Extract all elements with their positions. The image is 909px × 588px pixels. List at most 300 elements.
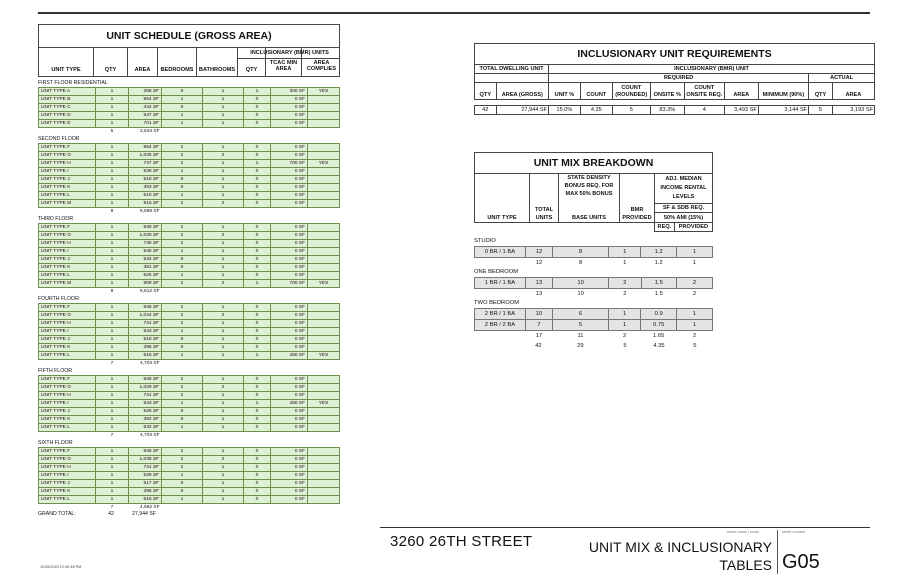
table-cell: 1 (162, 352, 203, 360)
table-cell: UNIT TYPE G (39, 232, 96, 240)
mix-subtotal-row (475, 331, 713, 342)
mix-hdr-total: TOTAL UNITS (534, 207, 554, 221)
table-cell: 0 SF (271, 144, 308, 152)
table-cell: 538 SF (129, 168, 162, 176)
actual-header: ACTUAL (809, 74, 875, 83)
table-cell: 0 SF (271, 496, 308, 504)
table-cell: 2 (203, 152, 244, 160)
mix-group-table (474, 277, 713, 299)
table-cell: 1 (96, 224, 129, 232)
table-cell: 1 (203, 240, 244, 248)
table-cell: 1 (96, 352, 129, 360)
table-cell: 0 (244, 408, 271, 416)
requirements-values (474, 105, 875, 115)
table-cell (308, 232, 340, 240)
table-cell: 0 (244, 168, 271, 176)
table-cell: 0 (244, 144, 271, 152)
table-row (39, 320, 340, 328)
table-cell: 0 (244, 376, 271, 384)
table-row (39, 200, 340, 208)
table-cell: 2 (162, 376, 203, 384)
mix-subtotal-cell: 1.2 (654, 260, 663, 266)
table-cell (308, 304, 340, 312)
table-cell: 1 (244, 352, 271, 360)
table-cell: 0 (162, 336, 203, 344)
table-cell: 2 (162, 384, 203, 392)
mix-hdr-req: REQ. (655, 223, 675, 232)
table-row (39, 184, 340, 192)
table-cell: 0 SF (271, 192, 308, 200)
bmr-header: INCLUSIONARY (BMR) UNITS (250, 50, 329, 56)
empty-cell (39, 432, 96, 440)
table-cell: 2 (203, 280, 244, 288)
mix-group-label: TWO BEDROOM (474, 300, 520, 306)
table-cell: 1,038 SF (129, 456, 162, 464)
table-cell: UNIT TYPE K (39, 264, 96, 272)
table-cell: 741 SF (129, 464, 162, 472)
table-cell: 0 (244, 264, 271, 272)
empty-cell (203, 208, 244, 216)
table-cell: 2 (203, 200, 244, 208)
empty-cell (244, 208, 271, 216)
table-cell: UNIT TYPE L (39, 424, 96, 432)
req-col-header: MINIMUM (90%) (758, 83, 808, 100)
table-cell: 0 (244, 304, 271, 312)
table-cell: 1 (162, 112, 203, 120)
table-cell (308, 488, 340, 496)
floor-label: FIFTH FLOOR (38, 368, 73, 374)
table-cell: 0 (244, 272, 271, 280)
mix-cell: 10 (525, 309, 552, 320)
mix-row (475, 320, 713, 331)
req-col-header: QTY (809, 83, 833, 100)
table-cell: 1 (203, 248, 244, 256)
empty-cell (308, 288, 340, 296)
floor-table (38, 447, 340, 511)
sheet-name-line-1: UNIT MIX & INCLUSIONARY (588, 539, 772, 555)
mix-cell: 1 (676, 247, 712, 258)
empty-cell (162, 288, 203, 296)
table-cell: 381 SF (129, 264, 162, 272)
table-cell: 0 SF (271, 256, 308, 264)
table-row (39, 104, 340, 112)
table-cell: 1 (203, 104, 244, 112)
empty-cell (475, 331, 526, 342)
subtotal-row (39, 288, 340, 296)
table-cell: 0 SF (271, 344, 308, 352)
sheet-name (587, 539, 772, 573)
table-cell: 1 (96, 376, 129, 384)
floor-table (38, 303, 340, 367)
table-cell: 0 (244, 256, 271, 264)
empty-cell (39, 208, 96, 216)
empty-cell (271, 208, 308, 216)
table-row (39, 416, 340, 424)
table-cell: 0 (244, 384, 271, 392)
table-cell: 1 (96, 392, 129, 400)
table-cell (308, 152, 340, 160)
schedule-body (38, 80, 340, 511)
grand-total-area: 27,944 SF (132, 511, 156, 517)
table-row (39, 264, 340, 272)
table-cell: 854 SF (129, 144, 162, 152)
mix-cell: 6 (553, 309, 609, 320)
hdr-bathrooms: BATHROOMS (198, 67, 236, 73)
grand-total (38, 511, 340, 517)
req-col-header: COUNT (ROUNDED) (612, 83, 650, 100)
table-cell (308, 248, 340, 256)
table-cell: 2 (162, 200, 203, 208)
table-cell: UNIT TYPE K (39, 344, 96, 352)
table-cell: 0 (244, 96, 271, 104)
empty-cell (39, 504, 96, 512)
mix-group-table (474, 246, 713, 268)
table-cell: 741 SF (129, 392, 162, 400)
empty-cell (162, 432, 203, 440)
table-cell: 1,029 SF (129, 384, 162, 392)
table-cell: 0 (244, 424, 271, 432)
table-cell: 0 SF (271, 336, 308, 344)
table-cell (308, 480, 340, 488)
table-cell: 1 (203, 272, 244, 280)
req-value: 3,193 SF (832, 106, 874, 115)
empty-cell (162, 504, 203, 512)
table-cell: 0 SF (271, 104, 308, 112)
table-cell: 0 SF (271, 392, 308, 400)
table-cell: 2 (162, 144, 203, 152)
mix-cell: 2 BR / 1 BA (475, 309, 526, 320)
mix-cell: 10 (553, 278, 609, 289)
table-cell: 0 SF (271, 200, 308, 208)
table-cell: 1 (162, 400, 203, 408)
table-row (39, 336, 340, 344)
table-cell: 2 (162, 448, 203, 456)
table-row (39, 112, 340, 120)
table-cell: 0 (244, 112, 271, 120)
table-row (39, 488, 340, 496)
table-cell: UNIT TYPE K (39, 184, 96, 192)
table-cell: 543 SF (129, 400, 162, 408)
subtotal-qty: 5 (96, 128, 129, 136)
table-cell: 2 (162, 456, 203, 464)
table-cell: 0 (244, 320, 271, 328)
table-cell: UNIT TYPE H (39, 160, 96, 168)
req-value: 3,144 SF (758, 106, 808, 115)
table-cell: 1 (203, 176, 244, 184)
table-cell (308, 104, 340, 112)
table-cell: 1 (203, 144, 244, 152)
mix-total-table (474, 341, 713, 351)
empty-cell (203, 288, 244, 296)
table-cell: 1 (203, 376, 244, 384)
table-cell: 0 (244, 248, 271, 256)
table-cell: 0 SF (271, 272, 308, 280)
table-cell: 0 (244, 328, 271, 336)
mix-hdr-ami50: 50% AMI (15%) (655, 213, 713, 223)
table-row (39, 224, 340, 232)
table-cell (308, 240, 340, 248)
table-cell: UNIT TYPE J (39, 256, 96, 264)
table-cell: 393 SF (129, 184, 162, 192)
table-cell: 0 SF (271, 456, 308, 464)
table-cell: 0 SF (271, 264, 308, 272)
table-row (39, 392, 340, 400)
table-row (39, 384, 340, 392)
mix-subtotal-cell: 2 (623, 333, 627, 339)
total-dwelling-header: TOTAL DWELLING UNIT (475, 65, 549, 74)
table-cell: 1 (203, 88, 244, 96)
req-value: 5 (612, 106, 650, 115)
table-row (39, 480, 340, 488)
table-cell: 1 (203, 264, 244, 272)
table-row (39, 192, 340, 200)
table-row (39, 248, 340, 256)
mix-cell: 1 (677, 309, 713, 320)
mix-subtotal-cell: 10 (577, 291, 584, 297)
table-cell: 1 (96, 464, 129, 472)
table-cell (308, 168, 340, 176)
table-cell: 849 SF (129, 224, 162, 232)
empty-cell (475, 258, 526, 269)
table-cell: 0 (162, 184, 203, 192)
mix-cell: 1.2 (641, 247, 677, 258)
inclusionary-requirements (474, 43, 875, 115)
empty-cell (244, 432, 271, 440)
mix-cell: 1 (677, 320, 713, 331)
table-cell: 0 (162, 480, 203, 488)
req-value: 4.35 (580, 106, 612, 115)
table-cell: 0 SF (271, 120, 308, 128)
table-cell: 0 (162, 344, 203, 352)
sheet-number: G05 (782, 551, 820, 573)
table-cell: 0 (244, 176, 271, 184)
table-cell: 1 (96, 256, 129, 264)
table-cell: 1 (203, 472, 244, 480)
table-cell: 2 (162, 160, 203, 168)
table-cell: 0 (244, 496, 271, 504)
table-row (39, 304, 340, 312)
subtotal-qty: 8 (96, 208, 129, 216)
table-cell: YES (308, 160, 340, 168)
floor-table (38, 143, 340, 215)
table-cell (308, 224, 340, 232)
table-cell: 1 (203, 112, 244, 120)
table-cell: 1 (244, 400, 271, 408)
mix-cell: 5 (553, 320, 609, 331)
floor-table (38, 223, 340, 295)
table-cell: 0 (244, 336, 271, 344)
table-cell: UNIT TYPE L (39, 352, 96, 360)
table-cell: 0 (162, 176, 203, 184)
table-cell: 1 (203, 184, 244, 192)
table-cell (308, 392, 340, 400)
table-cell: 0 SF (271, 184, 308, 192)
requirements-table (474, 43, 875, 100)
table-cell: 0 SF (271, 232, 308, 240)
table-cell: 1 (96, 88, 129, 96)
mix-subtotal-cell: 11 (577, 333, 584, 339)
hdr-complies: AREA COMPLIES (306, 60, 337, 72)
table-cell: 0 SF (271, 96, 308, 104)
table-cell: 1 (244, 280, 271, 288)
req-col-header: COUNT ONSITE REQ. (684, 83, 724, 100)
table-cell: 0 SF (271, 464, 308, 472)
table-cell: 1 (203, 400, 244, 408)
table-cell (308, 112, 340, 120)
table-cell: 1 (203, 424, 244, 432)
empty-cell (244, 288, 271, 296)
table-cell (308, 408, 340, 416)
mix-cell: 0 BR / 1 BA (475, 247, 526, 258)
subtotal-row (39, 128, 340, 136)
table-row (39, 152, 340, 160)
table-cell: UNIT TYPE E (39, 120, 96, 128)
table-cell: UNIT TYPE A (39, 88, 96, 96)
table-cell: 450 SF (271, 400, 308, 408)
mix-cell: 2 (677, 278, 713, 289)
mix-cell: 0.9 (641, 309, 677, 320)
table-cell: 1 (244, 88, 271, 96)
table-cell: 1 (203, 344, 244, 352)
table-cell: YES (308, 280, 340, 288)
subtotal-area: 4,704 SF (129, 360, 162, 368)
empty-cell (39, 288, 96, 296)
table-cell: 1 (203, 488, 244, 496)
mix-total-cell: 5 (623, 343, 627, 349)
table-cell (308, 264, 340, 272)
table-cell: UNIT TYPE H (39, 464, 96, 472)
table-cell: 0 (244, 192, 271, 200)
empty-cell (203, 504, 244, 512)
empty-cell (203, 360, 244, 368)
table-row (39, 408, 340, 416)
table-cell: 2 (162, 464, 203, 472)
subtotal-area: 5,612 SF (129, 288, 162, 296)
table-cell: 1 (162, 272, 203, 280)
table-cell: 915 SF (129, 200, 162, 208)
req-col-header: AREA (GROSS) (496, 83, 548, 100)
mix-row (475, 309, 713, 320)
mix-subtotal-cell: 1 (623, 260, 627, 266)
table-cell (308, 336, 340, 344)
empty-cell (162, 360, 203, 368)
mix-group-label: ONE BEDROOM (474, 269, 519, 275)
table-cell: 1 (96, 176, 129, 184)
table-cell: 0 SF (271, 448, 308, 456)
mix-subtotal-cell: 8 (579, 260, 583, 266)
table-cell: UNIT TYPE J (39, 408, 96, 416)
mix-row (475, 247, 713, 258)
table-cell: 1 (162, 192, 203, 200)
empty-cell (271, 360, 308, 368)
table-cell: UNIT TYPE M (39, 280, 96, 288)
table-cell: 1 (162, 96, 203, 104)
subtotal-area: 4,703 SF (129, 432, 162, 440)
requirements-row (475, 106, 875, 115)
table-cell: 616 SF (129, 496, 162, 504)
mix-cell: 1 (609, 320, 641, 331)
table-cell: UNIT TYPE H (39, 240, 96, 248)
table-cell: 0 (244, 312, 271, 320)
table-cell (308, 312, 340, 320)
mix-hdr-sdb: SF & SDB REQ. (655, 203, 713, 213)
table-cell: 1 (96, 200, 129, 208)
subtotal-row (39, 432, 340, 440)
table-cell (308, 96, 340, 104)
table-cell: 1 (203, 168, 244, 176)
mix-hdr-bmr: BMR PROVIDED (622, 207, 652, 221)
floor-label: FIRST FLOOR RESIDENTIAL (38, 80, 108, 86)
subtotal-area: 4,682 SF (129, 504, 162, 512)
subtotal-row (39, 504, 340, 512)
table-cell: 1 (203, 416, 244, 424)
floor-table (38, 375, 340, 439)
table-cell: 0 (162, 408, 203, 416)
table-cell: 1 (96, 144, 129, 152)
table-cell: 737 SF (129, 160, 162, 168)
table-row (39, 168, 340, 176)
table-cell: 2 (162, 320, 203, 328)
table-cell: 396 SF (129, 344, 162, 352)
mix-group-label: STUDIO (474, 238, 496, 244)
table-cell: UNIT TYPE F (39, 448, 96, 456)
table-cell (308, 192, 340, 200)
table-cell: UNIT TYPE H (39, 392, 96, 400)
table-cell: 1 (96, 152, 129, 160)
table-cell (308, 328, 340, 336)
table-cell (308, 144, 340, 152)
table-cell: 518 SF (129, 176, 162, 184)
bmr-unit-header: INCLUSIONARY (BMR) UNIT (549, 65, 875, 74)
req-col-header: UNIT % (549, 83, 581, 100)
mix-cell: 12 (525, 247, 552, 258)
print-timestamp: 11/26/2023 12:40:48 PM (40, 565, 82, 569)
table-row (39, 280, 340, 288)
table-cell: 0 SF (271, 488, 308, 496)
mix-subtotal-cell: 2 (623, 291, 627, 297)
req-col-header: QTY (475, 83, 497, 100)
table-cell: 1 (96, 240, 129, 248)
req-value: 42 (475, 106, 497, 115)
table-row (39, 328, 340, 336)
empty-cell (203, 128, 244, 136)
table-cell: UNIT TYPE J (39, 336, 96, 344)
table-cell: 1 (96, 408, 129, 416)
mix-hdr-unit-type: UNIT TYPE (487, 215, 517, 221)
table-cell: 2 (162, 304, 203, 312)
table-cell: 1 (203, 320, 244, 328)
table-row (39, 120, 340, 128)
mix-subtotal-row (475, 289, 713, 300)
subtotal-qty: 7 (96, 504, 129, 512)
table-cell: 700 SF (271, 160, 308, 168)
mix-subtotal-cell: 2 (692, 333, 697, 339)
empty-cell (162, 208, 203, 216)
table-cell: 0 SF (271, 408, 308, 416)
table-cell: 1 (162, 328, 203, 336)
hdr-bedrooms: BEDROOMS (160, 67, 194, 73)
mix-group-table (474, 308, 713, 341)
table-cell: 543 SF (129, 328, 162, 336)
table-cell: 547 SF (129, 112, 162, 120)
table-cell (308, 384, 340, 392)
table-cell: 534 SF (129, 256, 162, 264)
table-cell: YES (308, 352, 340, 360)
table-cell: 396 SF (129, 488, 162, 496)
mix-cell: 2 (609, 278, 641, 289)
unit-mix-breakdown (474, 152, 713, 351)
req-value: 27,944 SF (496, 106, 548, 115)
